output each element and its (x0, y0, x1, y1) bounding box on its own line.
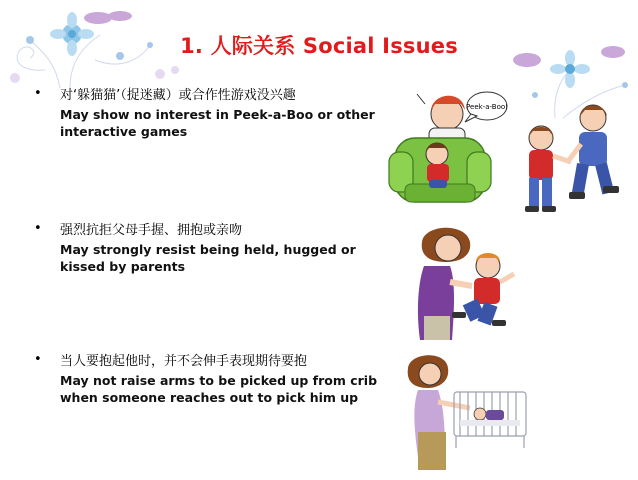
list-item (34, 219, 394, 279)
slide-title: 1. 人际关系 Social Issues (180, 34, 458, 58)
list-item (34, 350, 394, 410)
bubble-text: Peek-a-Boo! (466, 103, 508, 111)
item-english-text: May show no interest in Peek-a-Boo or other interactive games (60, 107, 375, 139)
bullet: • (34, 221, 42, 236)
resist-hug-illustration (410, 222, 518, 342)
item-chinese-text: 强烈抗拒父母手握、拥抱或亲吻 (60, 223, 243, 238)
children-playing-illustration (515, 100, 625, 218)
item-chinese-text: 当人要抱起他时，并不会伸手表现期待要抱 (60, 354, 308, 369)
speech-bubble (465, 92, 508, 122)
item-chinese-text: 对‘躲猫猫’（捉迷藏）或合作性游戏没兴趣 (60, 88, 296, 103)
peek-a-boo-illustration (385, 82, 515, 212)
bullet: • (34, 86, 42, 101)
item-english-text: May not raise arms to be picked up from crib when someone reaches out to pick him up (60, 373, 378, 405)
list-item (34, 84, 394, 144)
bullet: • (34, 352, 42, 367)
item-english-text: May strongly resist being held, hugged or kissed by parents (60, 242, 356, 274)
crib-illustration (400, 352, 530, 474)
